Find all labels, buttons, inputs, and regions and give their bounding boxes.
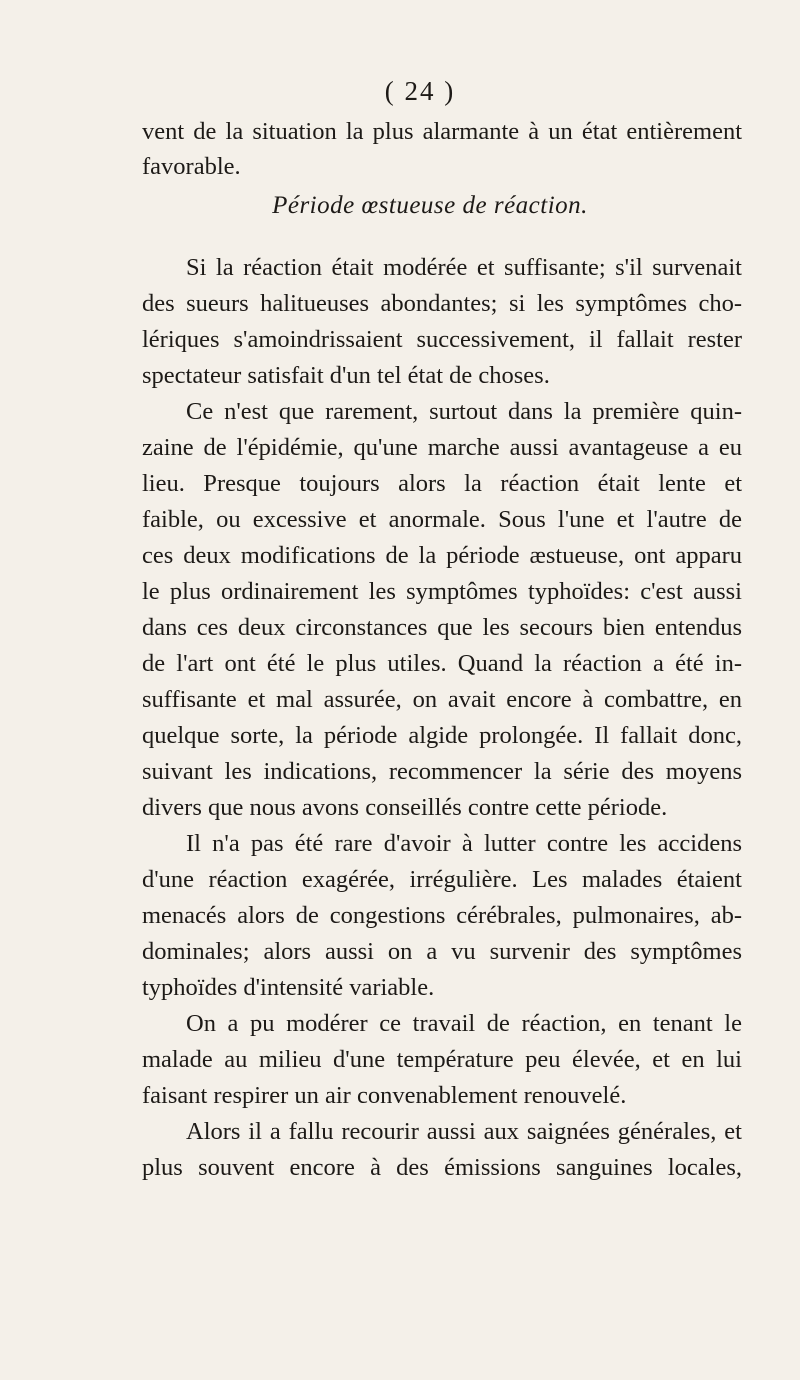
- paragraph-line: zaine de l'épidémie, qu'une marche aussi avantageuse a eu: [142, 434, 742, 461]
- paragraph-line: Si la réaction était modérée et suffisante; s'il survenait: [186, 254, 742, 281]
- paragraph-line: plus souvent encore à des émissions sanguines locales,: [142, 1154, 742, 1181]
- paragraph-line: lieu. Presque toujours alors la réaction était lente et: [142, 470, 742, 497]
- paragraph-line: suivant les indications, recommencer la série des moyens: [142, 758, 742, 785]
- page-number: ( 24 ): [384, 76, 456, 106]
- paragraph-line: On a pu modérer ce travail de réaction, en tenant le: [186, 1010, 742, 1037]
- paragraph-line: malade au milieu d'une température peu élevée, et en lui: [142, 1046, 742, 1073]
- paragraph-line: de l'art ont été le plus utiles. Quand la réaction a été in-: [142, 650, 742, 677]
- paragraph-line: dominales; alors aussi on a vu survenir des symptômes: [142, 938, 742, 965]
- paragraph-line: faible, ou excessive et anormale. Sous l'une et l'autre de: [142, 506, 742, 533]
- paragraph-line: Ce n'est que rarement, surtout dans la première quin-: [186, 398, 742, 425]
- text-line: favorable.: [142, 153, 241, 180]
- paragraph-line: menacés alors de congestions cérébrales, pulmonaires, ab-: [142, 902, 742, 929]
- paragraph-line: lériques s'amoindrissaient successivement, il fallait rester: [142, 326, 742, 353]
- paragraph-line: quelque sorte, la période algide prolongée. Il fallait donc,: [142, 722, 742, 749]
- paragraph-line: suffisante et mal assurée, on avait encore à combattre, en: [142, 686, 742, 713]
- section-heading: Période œstueuse de réaction.: [272, 192, 588, 219]
- paragraph-line: Alors il a fallu recourir aussi aux saignées générales, et: [186, 1118, 742, 1145]
- paragraph-line: d'une réaction exagérée, irrégulière. Les malades étaient: [142, 866, 742, 893]
- paragraph-line: le plus ordinairement les symptômes typhoïdes: c'est aussi: [142, 578, 742, 605]
- paragraph-line: Il n'a pas été rare d'avoir à lutter contre les accidens: [186, 830, 742, 857]
- paragraph-line: ces deux modifications de la période æstueuse, ont apparu: [142, 542, 742, 569]
- text-line: vent de la situation la plus alarmante à un état entièrement: [142, 118, 742, 145]
- paragraph-line: divers que nous avons conseillés contre cette période.: [142, 794, 668, 821]
- paragraph-line: faisant respirer un air convenablement renouvelé.: [142, 1082, 627, 1109]
- paragraph-line: typhoïdes d'intensité variable.: [142, 974, 435, 1001]
- paragraph-line: des sueurs halitueuses abondantes; si les symptômes cho-: [142, 290, 742, 317]
- paragraph-line: spectateur satisfait d'un tel état de choses.: [142, 362, 550, 389]
- paragraph-line: dans ces deux circonstances que les secours bien entendus: [142, 614, 742, 641]
